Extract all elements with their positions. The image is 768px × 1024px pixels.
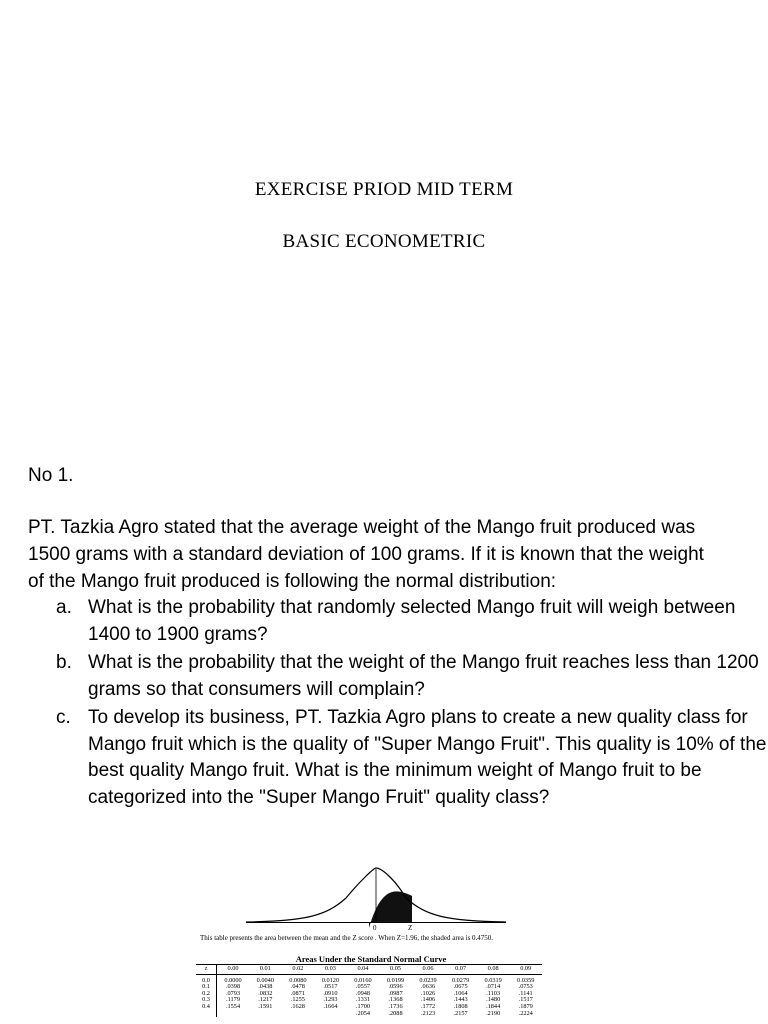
table-cell: .1064 [453,989,468,997]
z-table-body [196,974,542,1017]
table-header: 0.00 [217,965,250,975]
figure-caption: This table presents the area between the mean and the Z score . When Z=1.96, the shaded area is 0.4750. [200,934,494,942]
table-cell: .1554 [225,1002,241,1010]
table-cell: 0.0160 [354,976,372,984]
table-cell: .1517 [518,996,533,1004]
sub-question-text: What is the probability that randomly selected Mango fruit will weigh between 1400 to 1900 grams? [88,597,736,645]
sub-question-text: To develop its business, PT. Tazkia Agro plans to create a new quality class for Mango fruit which is the quality of "Super Mango Fruit". This quality is 10% of the best quality Mango fruit. What is the minimum weight of Mango fruit to be categorized into the "Super Mango Fruit" quality class? [88,707,767,808]
table-cell: .2224 [518,1009,533,1017]
table-cell: .1664 [323,1002,338,1010]
table-cell: .0948 [355,989,371,997]
document-subtitle: BASIC ECONOMETRIC [282,231,486,252]
z-value-cell: 0.3 [196,997,217,1004]
z-table-header-row [196,965,542,975]
table-header: 0.02 [282,965,315,975]
table-cell: .0557 [355,983,371,991]
table-cell: .0675 [453,983,468,991]
table-cell: .0478 [290,983,305,991]
table-cell: 0.0319 [484,976,502,984]
table-cell [217,1011,250,1018]
table-cell: .1103 [486,989,501,997]
table-cell: .1141 [518,989,533,997]
table-cell: .0832 [258,989,273,997]
sub-question-b [56,650,768,703]
table-cell: .2190 [486,1009,501,1017]
table-cell: .1628 [290,1002,305,1010]
sub-question-a [56,595,768,648]
table-cell: .0871 [290,989,305,997]
table-cell: .1480 [486,996,501,1004]
table-cell: .0714 [486,983,501,991]
table-cell: .0398 [225,983,241,991]
table-cell: 0.0239 [419,976,437,984]
document-title: EXERCISE PRIOD MID TERM [254,179,514,200]
table-header: 0.05 [379,965,412,975]
table-cell: .0910 [323,989,338,997]
table-cell: .0438 [258,983,273,991]
table-cell: .1255 [290,996,305,1004]
table-cell: .2088 [388,1009,403,1017]
table-header: 0.08 [477,965,510,975]
table-cell: 0.0199 [386,976,405,984]
table-cell: .0636 [420,983,436,991]
table-cell: .1368 [388,996,403,1004]
table-header: 0.07 [444,965,477,975]
z-value-cell: 0.0 [196,974,217,984]
table-cell: .0517 [323,983,338,991]
sub-question-marker: a. [56,597,72,618]
axis-zero-label: 0 [373,924,377,932]
problem-statement: PT. Tazkia Agro stated that the average weight of the Mango fruit produced was 1500 grams with a standard deviation of 100 grams. If it is known that the weight of the Mango fruit produced is following the normal distribution: [28,517,704,592]
sub-question-marker: c. [56,707,71,728]
table-cell: .1406 [420,996,436,1004]
axis-z-label: Z [408,924,413,932]
table-cell: .1179 [226,996,240,1004]
table-cell: 0.0279 [451,976,470,984]
table-cell: .1331 [355,996,371,1004]
table-cell: .1736 [388,1002,403,1010]
table-cell: .0987 [388,989,403,997]
table-cell: .1591 [258,1002,273,1010]
table-cell: .1700 [355,1002,371,1010]
sub-question-list [28,595,768,813]
table-row [196,1011,542,1018]
table-header: 0.06 [412,965,445,975]
table-header: 0.01 [249,965,282,975]
table-cell: .1879 [518,1002,533,1010]
z-table [196,964,542,1017]
z-value-cell: 0.2 [196,991,217,998]
table-header: 0.03 [314,965,347,975]
table-cell: 0.0120 [321,976,340,984]
table-cell: 0.0080 [289,976,307,984]
table-cell: .1217 [258,996,273,1004]
table-header: 0.04 [347,965,380,975]
sub-question-text: What is the probability that the weight of the Mango fruit reaches less than 1200 grams so that consumers will complain? [88,652,759,700]
sub-question-c [56,705,768,811]
table-cell: 0.0000 [224,976,242,984]
table-header: 0.09 [509,965,542,975]
table-cell: 0.0359 [517,976,535,984]
table-cell [314,1011,347,1018]
table-cell: .1443 [453,996,468,1004]
table-cell: .1844 [486,1002,501,1010]
table-cell: .1772 [420,1002,436,1010]
table-cell: .1026 [420,989,436,997]
table-cell: .1808 [453,1002,468,1010]
table-cell [249,1011,282,1018]
z-value-cell [196,1011,217,1018]
table-cell: 0.0040 [256,976,274,984]
table-cell [282,1011,315,1018]
table-cell: .0596 [388,983,403,991]
table-title: Areas Under the Standard Normal Curve [295,954,447,964]
question-number: No 1. [28,465,74,486]
table-header: z [196,965,217,975]
table-cell: .2157 [453,1009,468,1017]
sub-question-marker: b. [56,652,72,673]
table-cell: .1293 [323,996,338,1004]
table-cell: .2123 [420,1009,436,1017]
z-value-cell: 0.1 [196,984,217,991]
table-cell: .2054 [355,1009,371,1017]
table-cell: .0793 [225,989,241,997]
table-cell: .0753 [518,983,533,991]
z-value-cell: 0.4 [196,1004,217,1011]
